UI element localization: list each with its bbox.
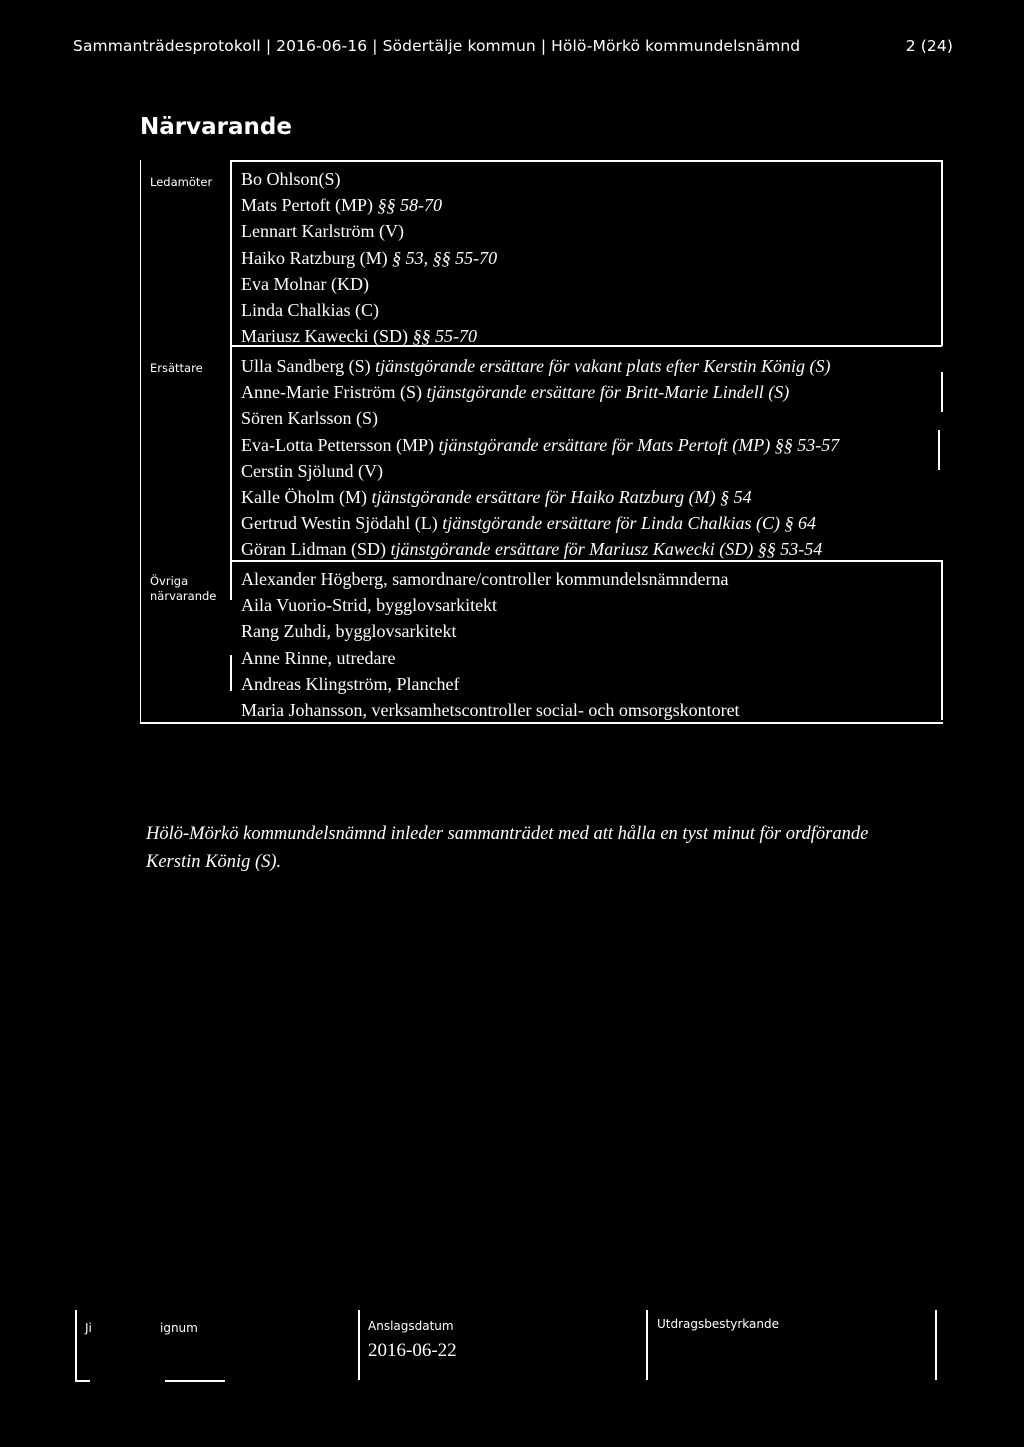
list-item: Sören Karlsson (S) xyxy=(241,408,378,429)
list-item: Eva-Lotta Pettersson (MP) tjänstgörande ersättare för Mats Pertoft (MP) §§ 53-57 xyxy=(241,434,840,455)
list-item: Gertrud Westin Sjödahl (L) tjänstgörande ersättare för Linda Chalkias (C) § 64 xyxy=(241,513,817,534)
list-item: Mats Pertoft (MP) §§ 58-70 xyxy=(241,195,442,216)
footer-bottom-rule-2 xyxy=(165,1380,225,1382)
list-item: Ulla Sandberg (S) tjänstgörande ersättare för vakant plats efter Kerstin König (S) xyxy=(241,356,831,376)
table-left-rule-lower xyxy=(230,655,232,691)
meeting-note: Hölö-Mörkö kommundelsnämnd inleder sammanträdet med att hålla en tyst minut för ordförande Kerstin König (S). xyxy=(146,824,869,872)
label-ledamoter: Ledamöter xyxy=(150,175,213,189)
footer-anslagsdatum-value: 2016-06-22 xyxy=(368,1340,457,1361)
document-header xyxy=(73,37,953,61)
list-item: Rang Zuhdi, bygglovsarkitekt xyxy=(241,621,457,642)
footer-bottom-rule xyxy=(75,1380,90,1382)
table-left-rule xyxy=(230,160,232,600)
footer-justerare-label: Ji xyxy=(85,1321,92,1335)
label-ersattare: Ersättare xyxy=(150,361,203,375)
footer-left-rule xyxy=(75,1310,77,1380)
header-title: Sammanträdesprotokoll | 2016-06-16 | Södertälje kommun | Hölö-Mörkö kommundelsnämnd xyxy=(73,37,801,55)
list-item: Alexander Högberg, samordnare/controller kommundelsnämnderna xyxy=(241,569,729,589)
list-item: Kalle Öholm (M) tjänstgörande ersättare för Haiko Ratzburg (M) § 54 xyxy=(241,487,752,508)
page-number: 2 (24) xyxy=(905,37,953,55)
footer-divider-2 xyxy=(646,1310,648,1380)
footer-signum-label: ignum xyxy=(160,1321,198,1335)
list-item: Haiko Ratzburg (M) § 53, §§ 55-70 xyxy=(241,247,498,268)
table-right-rule-mid2 xyxy=(938,430,940,470)
list-item: Bo Ohlson(S) xyxy=(241,169,341,189)
list-item: Anne-Marie Friström (S) tjänstgörande ersättare för Britt-Marie Lindell (S) xyxy=(241,382,790,403)
list-item: Mariusz Kawecki (SD) §§ 55-70 xyxy=(241,326,477,347)
table-right-rule-top xyxy=(941,160,943,346)
label-column-left-rule xyxy=(140,160,141,723)
section-title: Närvarande xyxy=(140,114,292,140)
label-ovriga-narvarande: Övriga närvarande xyxy=(150,574,217,603)
list-item: Aila Vuorio-Strid, bygglovsarkitekt xyxy=(241,595,498,616)
footer-divider-1 xyxy=(358,1310,360,1380)
list-item: Maria Johansson, verksamhetscontroller social- och omsorgskontoret xyxy=(241,700,740,721)
list-item: Göran Lidman (SD) tjänstgörande ersättare för Mariusz Kawecki (SD) §§ 53-54 xyxy=(241,539,823,560)
list-item: Anne Rinne, utredare xyxy=(241,647,396,668)
list-item: Cerstin Sjölund (V) xyxy=(241,460,383,481)
ersattare-list xyxy=(241,353,839,563)
list-item: Eva Molnar (KD) xyxy=(241,273,369,294)
list-item: Lennart Karlström (V) xyxy=(241,221,404,242)
footer-divider-3 xyxy=(935,1310,937,1380)
ovriga-list xyxy=(241,566,740,723)
table-top-rule xyxy=(232,160,942,162)
list-item: Linda Chalkias (C) xyxy=(241,300,379,321)
table-right-rule-mid xyxy=(941,372,943,412)
footer-anslagsdatum-label: Anslagsdatum xyxy=(368,1319,454,1333)
table-right-rule-bottom xyxy=(941,560,943,720)
list-item: Andreas Klingström, Planchef xyxy=(241,673,460,694)
ledamoter-list xyxy=(241,166,497,349)
footer-utdragsbestyrkande-label: Utdragsbestyrkande xyxy=(657,1317,779,1331)
